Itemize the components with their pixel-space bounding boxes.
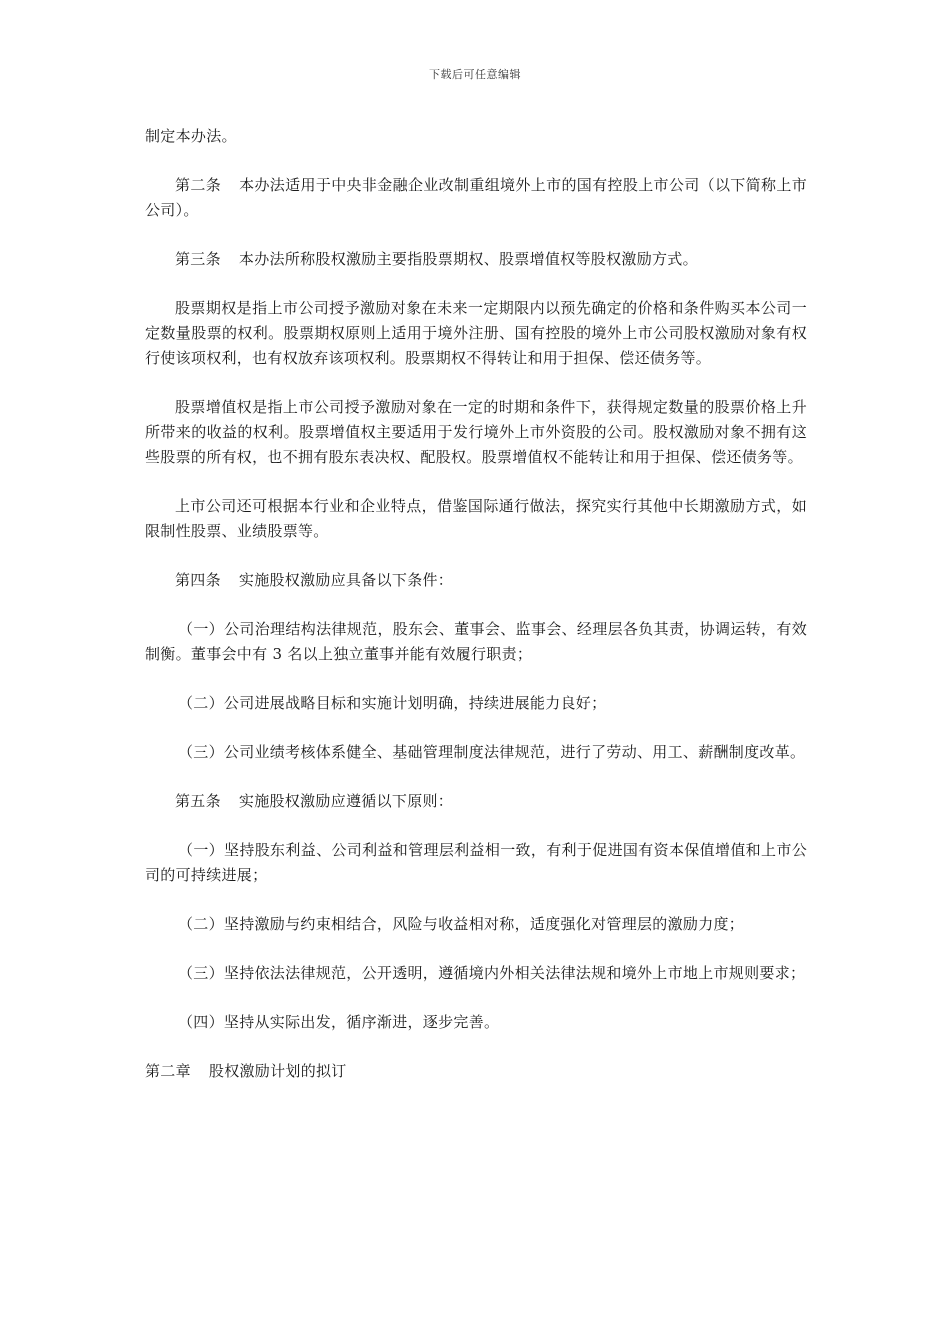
paragraph-text: 上市公司还可根据本行业和企业特点，借鉴国际通行做法，探究实行其他中长期激励方式，如限制性股票、业绩股票等。: [145, 497, 807, 540]
article-label: 第五条: [175, 792, 221, 810]
list-item-text: （四）坚持从实际出发，循序渐进，逐步完善。: [178, 1013, 500, 1031]
list-item-text: （一）公司治理结构法律规范，股东会、董事会、监事会、经理层各负其责，协调运转，有效制衡。董事会中有 3 名以上独立董事并能有效履行职责；: [145, 620, 807, 663]
article-5: [145, 789, 807, 814]
principle-item-4: [145, 1010, 807, 1035]
list-item-text: （三）公司业绩考核体系健全、基础管理制度法律规范，进行了劳动、用工、薪酬制度改革。: [178, 743, 806, 761]
list-item-text: （二）坚持激励与约束相结合，风险与收益相对称，适度强化对管理层的激励力度；: [178, 915, 745, 933]
paragraph-other-incentives: [145, 494, 807, 544]
paragraph-text: 股票期权是指上市公司授予激励对象在未来一定期限内以预先确定的价格和条件购买本公司一定数量股票的权利。股票期权原则上适用于境外注册、国有控股的境外上市公司股权激励对象有权行使该项权利，也有权放弃该项权利。股票期权不得转让和用于担保、偿还债务等。: [145, 299, 807, 367]
article-label: 第三条: [175, 250, 221, 268]
chapter-title: 股权激励计划的拟订: [208, 1062, 347, 1080]
article-4: [145, 568, 807, 593]
principle-item-2: [145, 912, 807, 937]
paragraph-stock-options: [145, 296, 807, 371]
article-label: 第二条: [175, 176, 222, 194]
condition-item-3: [145, 740, 807, 765]
article-text: 实施股权激励应遵循以下原则：: [238, 792, 454, 810]
paragraph-text: 股票增值权是指上市公司授予激励对象在一定的时期和条件下，获得规定数量的股票价格上升所带来的收益的权利。股票增值权主要适用于发行境外上市外资股的公司。股权激励对象不拥有这些股票的所有权，也不拥有股东表决权、配股权。股票增值权不能转让和用于担保、偿还债务等。: [145, 398, 807, 466]
article-label: 第四条: [175, 571, 221, 589]
condition-item-1: [145, 617, 807, 667]
chapter-heading: [145, 1059, 807, 1084]
article-text: 本办法所称股权激励主要指股票期权、股票增值权等股权激励方式。: [238, 250, 698, 268]
list-item-text: （三）坚持依法法律规范，公开透明，遵循境内外相关法律法规和境外上市地上市规则要求；: [178, 964, 806, 982]
principle-item-3: [145, 961, 807, 986]
condition-item-2: [145, 691, 807, 716]
paragraph-appreciation-rights: [145, 395, 807, 470]
page-header: 下载后可任意编辑: [429, 68, 521, 81]
paragraph-text: 制定本办法。: [145, 127, 237, 145]
article-text: 实施股权激励应具备以下条件：: [238, 571, 454, 589]
chapter-label: 第二章: [145, 1062, 191, 1080]
article-3: [145, 247, 807, 272]
list-item-text: （一）坚持股东利益、公司利益和管理层利益相一致，有利于促进国有资本保值增值和上市公司的可持续进展；: [145, 841, 807, 884]
article-text: 本办法适用于中央非金融企业改制重组境外上市的国有控股上市公司（以下简称上市公司）。: [145, 176, 808, 219]
principle-item-1: [145, 838, 807, 888]
article-2: [145, 173, 807, 223]
document-body: [145, 124, 807, 1108]
list-item-text: （二）公司进展战略目标和实施计划明确，持续进展能力良好；: [178, 694, 607, 712]
paragraph-intro: [145, 124, 807, 149]
